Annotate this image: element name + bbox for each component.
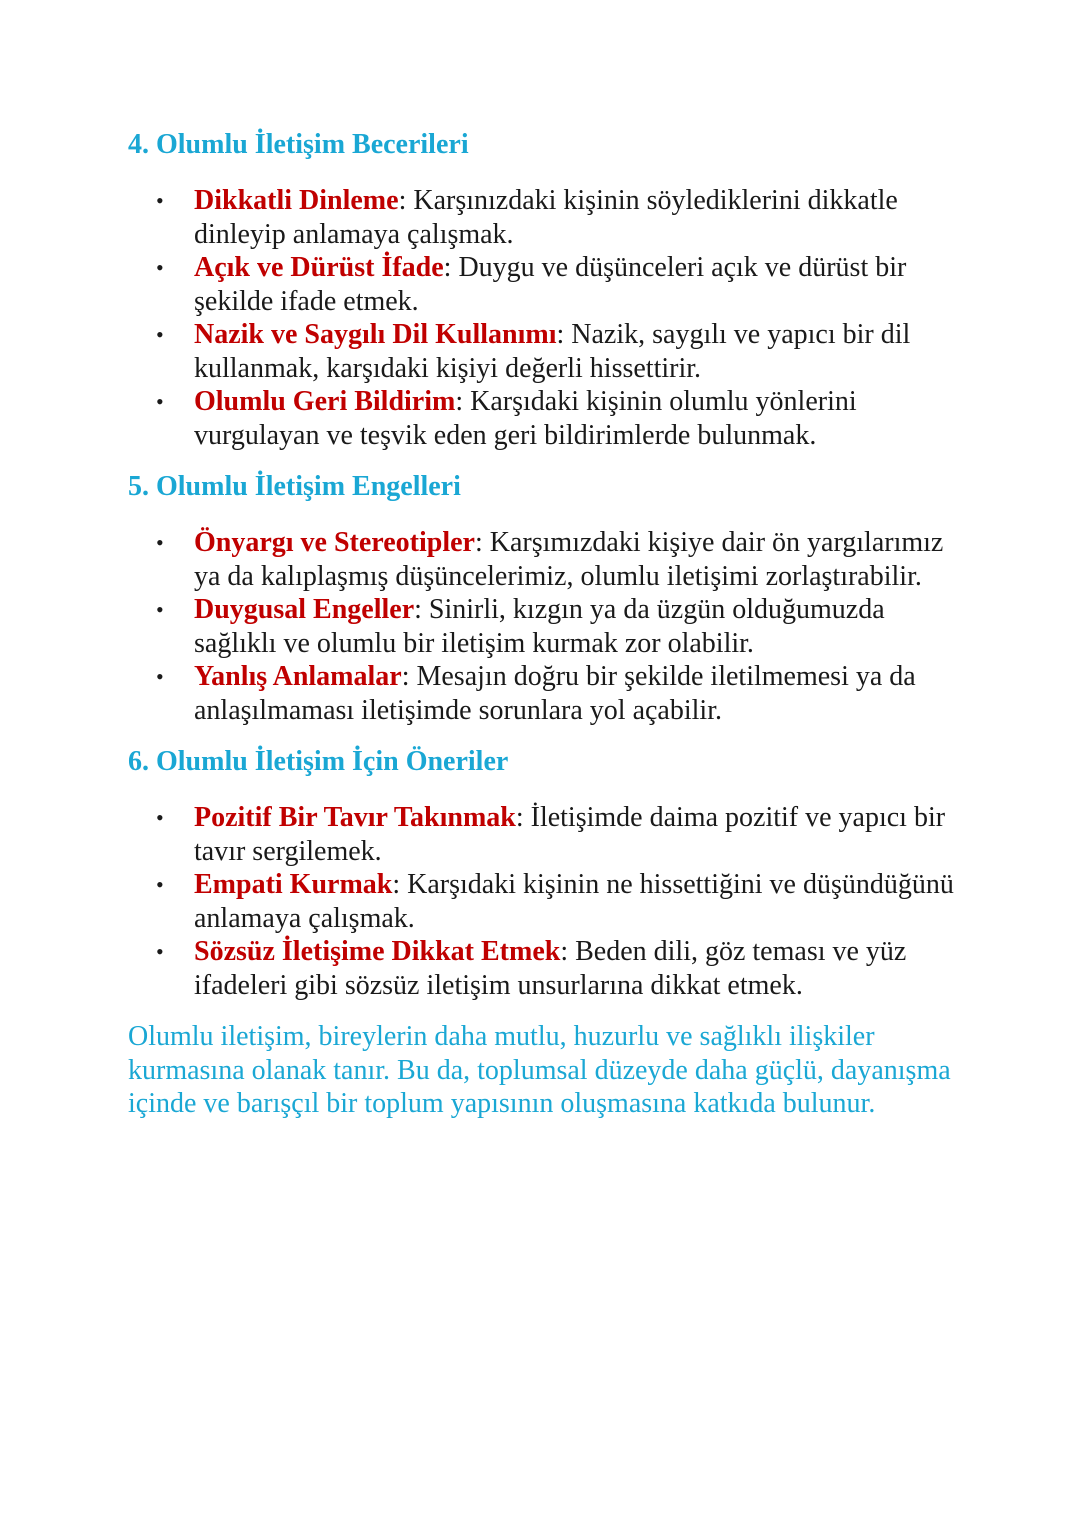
bullet-icon: • bbox=[156, 255, 164, 280]
bullet-icon: • bbox=[156, 188, 164, 213]
item-term: Önyargı ve Stereotipler bbox=[194, 527, 475, 558]
section-title-oneriler: 6. Olumlu İletişim İçin Öneriler bbox=[128, 746, 509, 777]
bullet-icon: • bbox=[156, 389, 164, 414]
item-term: Açık ve Dürüst İfade bbox=[194, 252, 444, 283]
bullet-icon: • bbox=[156, 872, 164, 897]
item-text: : Mesajın doğru bir şekilde iletilmemesi ya da anlaşılmaması iletişimde sorunlara yol açabilir. bbox=[194, 661, 916, 726]
item-term: Yanlış Anlamalar bbox=[194, 661, 402, 692]
section-title-engelleri: 5. Olumlu İletişim Engelleri bbox=[128, 471, 461, 502]
item-term: Olumlu Geri Bildirim bbox=[194, 386, 456, 417]
list-item bbox=[128, 868, 958, 935]
item-term: Sözsüz İletişime Dikkat Etmek bbox=[194, 936, 561, 967]
list-item bbox=[128, 385, 958, 452]
list-item bbox=[128, 593, 958, 660]
item-text: : Sinirli, kızgın ya da üzgün olduğumuzda sağlıklı ve olumlu bir iletişim kurmak zor olabilir. bbox=[194, 594, 885, 659]
list-item bbox=[128, 935, 958, 1002]
list-engelleri bbox=[128, 526, 958, 727]
document-page bbox=[128, 128, 958, 1121]
list-item bbox=[128, 660, 958, 727]
bullet-icon: • bbox=[156, 530, 164, 555]
closing-paragraph: Olumlu iletişim, bireylerin daha mutlu, huzurlu ve sağlıklı ilişkiler kurmasına olanak tanır. Bu da, toplumsal düzeyde daha güçlü, dayanışma içinde ve barışçıl bir toplum yapısının oluşmasına katkıda bulunur. bbox=[128, 1021, 951, 1119]
item-text: : Karşınızdaki kişinin söylediklerini dikkatle dinleyip anlamaya çalışmak. bbox=[194, 185, 898, 250]
item-text: : Karşımızdaki kişiye dair ön yargılarımız ya da kalıplaşmış düşüncelerimiz, olumlu iletişimi zorlaştırabilir. bbox=[194, 527, 944, 592]
bullet-icon: • bbox=[156, 939, 164, 964]
list-oneriler bbox=[128, 801, 958, 1002]
list-item bbox=[128, 184, 958, 251]
section-title-becerileri: 4. Olumlu İletişim Becerileri bbox=[128, 129, 469, 160]
list-item bbox=[128, 526, 958, 593]
list-item bbox=[128, 251, 958, 318]
item-text: : Karşıdaki kişinin olumlu yönlerini vurgulayan ve teşvik eden geri bildirimlerde bulunmak. bbox=[194, 386, 857, 451]
bullet-icon: • bbox=[156, 322, 164, 347]
list-item bbox=[128, 801, 958, 868]
item-text: : Nazik, saygılı ve yapıcı bir dil kullanmak, karşıdaki kişiyi değerli hissettirir. bbox=[194, 319, 911, 384]
item-term: Pozitif Bir Tavır Takınmak bbox=[194, 802, 516, 833]
item-text: : Duygu ve düşünceleri açık ve dürüst bir şekilde ifade etmek. bbox=[194, 252, 907, 317]
item-term: Nazik ve Saygılı Dil Kullanımı bbox=[194, 319, 557, 350]
bullet-icon: • bbox=[156, 805, 164, 830]
item-term: Duygusal Engeller bbox=[194, 594, 415, 625]
item-text: : Karşıdaki kişinin ne hissettiğini ve düşündüğünü anlamaya çalışmak. bbox=[194, 869, 954, 934]
item-text: : İletişimde daima pozitif ve yapıcı bir tavır sergilemek. bbox=[194, 802, 946, 867]
bullet-icon: • bbox=[156, 597, 164, 622]
item-text: : Beden dili, göz teması ve yüz ifadeleri gibi sözsüz iletişim unsurlarına dikkat etmek. bbox=[194, 936, 907, 1001]
bullet-icon: • bbox=[156, 664, 164, 689]
item-term: Empati Kurmak bbox=[194, 869, 393, 900]
list-item bbox=[128, 318, 958, 385]
list-becerileri bbox=[128, 184, 958, 452]
item-term: Dikkatli Dinleme bbox=[194, 185, 399, 216]
